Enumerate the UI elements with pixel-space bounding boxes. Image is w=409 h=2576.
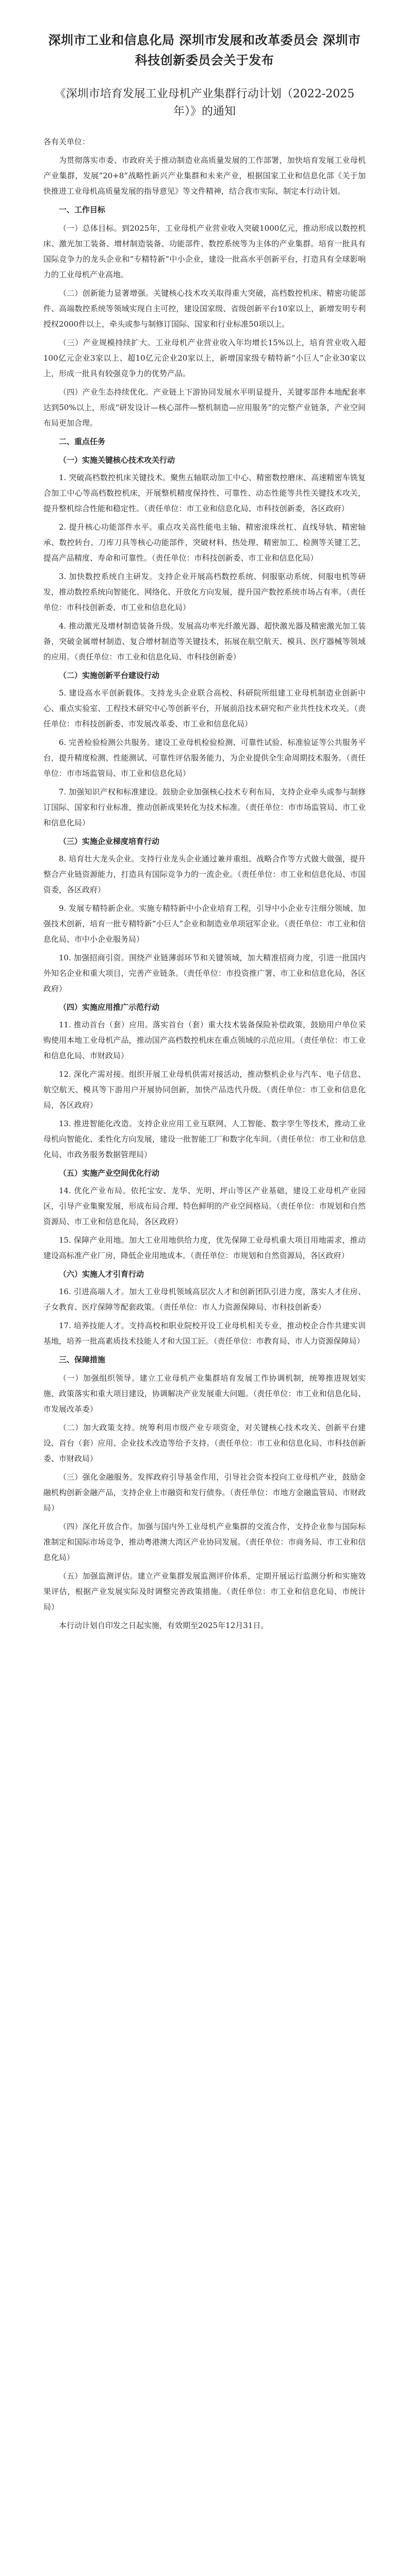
salutation: 各有关单位：: [43, 137, 90, 146]
body-paragraph: （一）总体目标。到2025年，工业母机产业营业收入突破1000亿元，推动形成以数控机床、激光加工装备、增材制造装备、功能部件、数控系统等为主体的产业集群。培育一批具有国际竞争力的龙头企业和“专精特新”中小企业，建设一批高水平创新平台，打造具有全球影响力的工业母机产业高地。: [43, 224, 366, 279]
document-title: 深圳市工业和信息化局 深圳市发展和改革委员会 深圳市科技创新委员会关于发布: [48, 32, 361, 67]
body-paragraph: 15. 保障产业用地。加大工业用地供给力度，优先保障工业母机重大项目用地需求，推动建设高标准产业厂房，降低企业用地成本。（责任单位：市规划和自然资源局，各区政府）: [43, 1235, 366, 1260]
body-paragraph: 8. 培育壮大龙头企业。支持行业龙头企业通过兼并重组、战略合作等方式做大做强，提升整合产业链资源能力，打造具有国际竞争力的一流企业。（责任单位：市工业和信息化局、市国资委，各区政府）: [43, 854, 366, 894]
body-paragraph: （三）强化金融服务。发挥政府引导基金作用，引导社会资本投向工业母机产业，鼓励金融机构创新金融产品，支持企业上市融资和发行债券。（责任单位：市地方金融监管局、市财政局）: [43, 1472, 366, 1513]
body-paragraph: 5. 建设高水平创新载体。支持龙头企业联合高校、科研院所组建工业母机制造业创新中心、重点实验室、工程技术研究中心等创新平台，开展前沿技术研究和产业共性技术攻关。（责任单位：市科技创新委、市发展改革委、市工业和信息化局）: [43, 688, 366, 728]
subsection-heading: （六）实施人才引育行动: [59, 1269, 144, 1279]
section-heading: 二、重点任务: [59, 437, 106, 446]
body-paragraph: 10. 加强招商引资。围绕产业链薄弱环节和关键领域，加大精准招商力度，引进一批国内外知名企业和重大项目，完善产业链条。（责任单位：市投资推广署、市工业和信息化局，各区政府）: [43, 953, 366, 993]
body-paragraph: 6. 完善检验检测公共服务。建设工业母机检验检测、可靠性试验、标准验证等公共服务平台，提升精度检测、性能测试、可靠性评估服务能力，为企业提供全生命周期技术服务。（责任单位：市市场监管局、市工业和信息化局）: [43, 738, 366, 778]
subsection-heading: （四）实施应用推广示范行动: [59, 1003, 160, 1012]
body-paragraph: 1. 突破高档数控机床关键技术。聚焦五轴联动加工中心、精密数控磨床、高速精密车铣复合加工中心等高档数控机床，开展整机精度保持性、可靠性、动态性能等共性关键技术攻关，提升整机综合性能和稳定性。（责任单位：市工业和信息化局、市科技创新委，各区政府）: [43, 473, 366, 513]
body-paragraph: 12. 深化产需对接。组织开展工业母机供需对接活动，推动整机企业与汽车、电子信息、航空航天、模具等下游用户开展协同创新，加快产品迭代升级。（责任单位：市工业和信息化局，各区政府）: [43, 1070, 366, 1110]
document-header: [0, 0, 409, 121]
subsection-heading: （三）实施企业梯度培育行动: [59, 837, 160, 846]
body-paragraph: 16. 引进高端人才。加大工业母机领域高层次人才和创新团队引进力度，落实人才住房、子女教育、医疗保障等配套政策。（责任单位：市人力资源保障局、市科技创新委）: [43, 1287, 366, 1312]
body-paragraph: （四）深化开放合作。加强与国内外工业母机产业集群的交流合作，支持企业参与国际标准制定和国际市场竞争，推动粤港澳大湾区产业协同发展。（责任单位：市商务局、市工业和信息化局）: [43, 1522, 366, 1562]
subsection-heading: （五）实施产业空间优化行动: [59, 1168, 160, 1178]
body-paragraph: （三）产业规模持续扩大。工业母机产业营业收入年均增长15%以上，培育营业收入超100亿元企业3家以上、超10亿元企业20家以上，新增国家级专精特新“小巨人”企业30家以上，形成一批具有较强竞争力的优势产品。: [43, 338, 366, 378]
body-paragraph: （一）加强组织领导。建立工业母机产业集群培育发展工作协调机制，统筹推进规划实施、政策落实和重大项目建设，协调解决产业发展重大问题。（责任单位：市工业和信息化局、市发展改革委）: [43, 1374, 366, 1414]
body-paragraph: （四）产业生态持续优化。产业链上下游协同发展水平明显提升，关键零部件本地配套率达到50%以上，形成“研发设计—核心部件—整机制造—应用服务”的完整产业链条，产业空间布局更加合理。: [43, 387, 366, 428]
body-paragraph: （五）加强监测评估。建立产业集群发展监测评价体系，定期开展运行监测分析和实施效果评估，根据产业发展实际及时调整完善政策措施。（责任单位：市工业和信息化局、市统计局）: [43, 1571, 366, 1612]
body-paragraph: （二）加大政策支持。统筹利用市级产业专项资金，对关键核心技术攻关、创新平台建设、首台（套）应用、企业技术改造等给予支持。（责任单位：市工业和信息化局、市科技创新委、市财政局）: [43, 1423, 366, 1463]
body-paragraph: 17. 培养技能人才。支持高校和职业院校开设工业母机相关专业，推动校企合作共建实训基地，培养一批高素质技术技能人才和大国工匠。（责任单位：市教育局、市人力资源保障局）: [43, 1321, 366, 1346]
body-paragraph: 4. 推动激光及增材制造装备升级。发展高功率光纤激光器、超快激光器及精密激光加工装备，突破金属增材制造、复合增材制造等关键技术，拓展在航空航天、模具、医疗器械等领域的应用。（责任单位：市工业和信息化局、市科技创新委）: [43, 621, 366, 662]
body-paragraph: 11. 推动首台（套）应用。落实首台（套）重大技术装备保险补偿政策，鼓励用户单位采购使用本地工业母机产品，推动国产高档数控机床在重点领域的示范应用。（责任单位：市工业和信息化局、市财政局）: [43, 1020, 366, 1060]
body-paragraph: 9. 发展专精特新企业。实施专精特新中小企业培育工程，引导中小企业专注细分领域、加强技术创新，培育一批专精特新“小巨人”企业和制造业单项冠军企业。（责任单位：市工业和信息化局、市中小企业服务局）: [43, 904, 366, 944]
body-paragraph: （二）创新能力显著增强。关键核心技术攻关取得重大突破，高档数控机床、精密功能部件、高端数控系统等领域实现自主可控，建设国家级、省级创新平台10家以上，新增发明专利授权2000件以上，牵头或参与制修订国际、国家和行业标准50项以上。: [43, 289, 366, 329]
subsection-heading: （一）实施关键核心技术攻关行动: [59, 455, 175, 465]
section-heading: 三、保障措施: [59, 1355, 106, 1364]
body-paragraph: 2. 提升核心功能部件水平。重点攻关高性能电主轴、精密滚珠丝杠、直线导轨、精密轴承、数控转台、刀库刀具等核心功能部件，突破材料、热处理、精密加工、检测等关键工艺，提高产品精度、寿命和可靠性。（责任单位：市科技创新委、市工业和信息化局）: [43, 522, 366, 563]
body-paragraph: 3. 加快数控系统自主研发。支持企业开展高档数控系统、伺服驱动系统、伺服电机等研发，推动数控系统向智能化、网络化、开放化方向发展，提升国产数控系统市场占有率。（责任单位：市科技创新委、市工业和信息化局）: [43, 572, 366, 612]
subsection-heading: （二）实施创新平台建设行动: [59, 671, 160, 680]
body-paragraph: 14. 优化产业布局。依托宝安、龙华、光明、坪山等区产业基础，建设工业母机产业园区，引导产业集聚发展，形成布局合理、特色鲜明的产业空间格局。（责任单位：市规划和自然资源局、市工业和信息化局，各区政府）: [43, 1186, 366, 1226]
document-subtitle: 《深圳市培育发展工业母机产业集群行动计划（2022-2025年）》的通知: [54, 88, 355, 118]
body-paragraph: 13. 推进智能化改造。支持企业应用工业互联网、人工智能、数字孪生等技术，推动工业母机向智能化、柔性化方向发展，建设一批智能工厂和数字化车间。（责任单位：市工业和信息化局、市政务服务数据管理局）: [43, 1119, 366, 1159]
section-heading: 一、工作目标: [59, 205, 106, 214]
body-paragraph: 为贯彻落实市委、市政府关于推动制造业高质量发展的工作部署，加快培育发展工业母机产业集群，发展“20+8”战略性新兴产业集群和未来产业，根据国家工业和信息化部《关于加快推进工业母机高质量发展的指导意见》等文件精神，结合我市实际，制定本行动计划。: [43, 156, 366, 196]
document-body: [0, 121, 409, 1633]
body-paragraph: 7. 加强知识产权和标准建设。鼓励企业加强核心技术专利布局，支持企业牵头或参与制修订国际、国家和行业标准，推动创新成果转化为技术标准。（责任单位：市市场监管局、市工业和信息化局）: [43, 787, 366, 827]
body-paragraph: 本行动计划自印发之日起实施，有效期至2025年12月31日。: [59, 1621, 269, 1630]
